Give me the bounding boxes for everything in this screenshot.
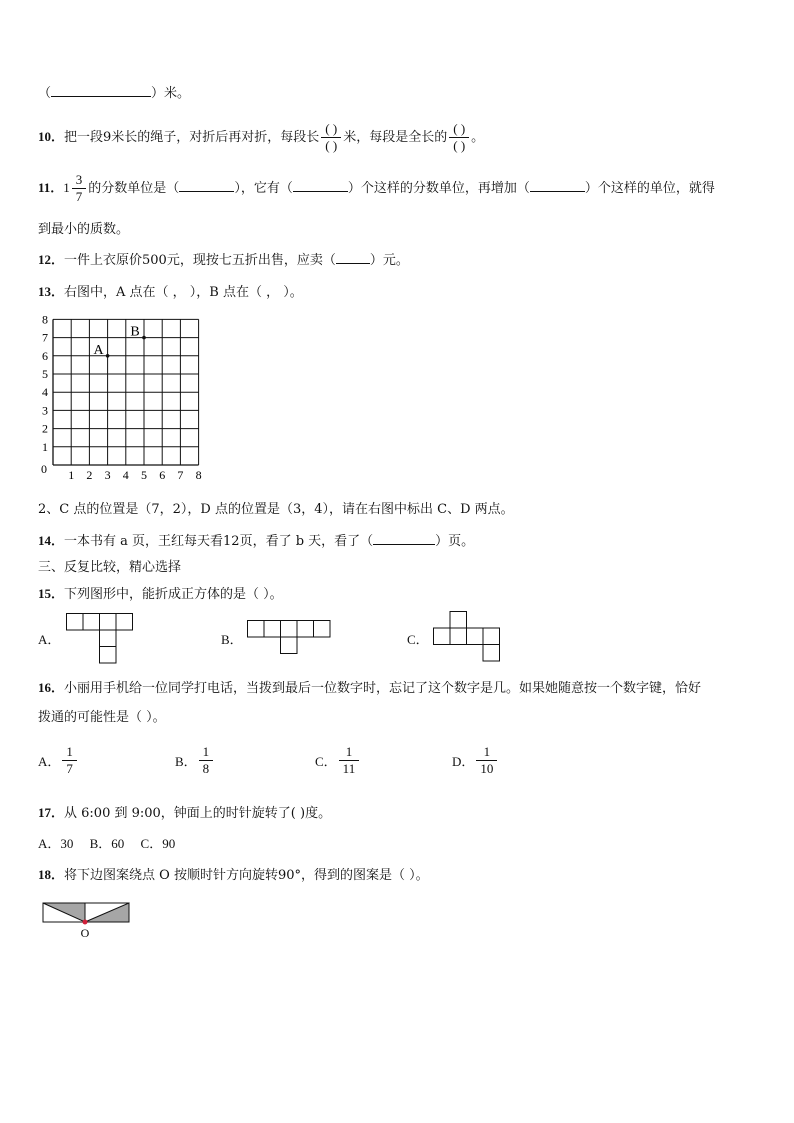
x-tick-label: 0 bbox=[41, 462, 47, 476]
question-number: 11． bbox=[38, 180, 64, 195]
fraction-denominator: 10 bbox=[480, 761, 494, 776]
x-tick-label: 1 bbox=[68, 468, 75, 482]
cube-net-b[interactable] bbox=[247, 620, 335, 656]
rotation-figure bbox=[42, 900, 132, 940]
answer-blank[interactable] bbox=[293, 179, 348, 192]
y-tick-label: 2 bbox=[42, 421, 48, 436]
option-label: A． bbox=[38, 754, 61, 769]
option-fraction bbox=[199, 744, 214, 777]
fraction-numerator: 1 bbox=[62, 744, 77, 761]
fraction-numerator: 1 bbox=[476, 744, 497, 761]
question-number: 14． bbox=[38, 533, 65, 548]
question-17: 17．从 6:00 到 9:00，钟面上的时针旋转了( )度。 bbox=[38, 805, 332, 821]
y-tick-label: 8 bbox=[42, 312, 48, 327]
mixed-number-fraction: $\frac{3}{7}$ bbox=[72, 172, 87, 205]
x-tick-label: 2 bbox=[86, 468, 93, 482]
question-number: 15． bbox=[38, 586, 65, 601]
question-16: 16．小丽用手机给一位同学打电话，当拨到最后一位数字时，忘记了这个数字是几。如果她随意按一个数字键，恰好 bbox=[38, 680, 702, 696]
answer-blank[interactable] bbox=[51, 84, 151, 97]
fraction-denominator: 7 bbox=[66, 761, 73, 776]
option-fraction bbox=[476, 744, 497, 777]
option-c[interactable] bbox=[315, 744, 361, 777]
option-fraction bbox=[62, 744, 77, 777]
point-a-marker bbox=[106, 354, 110, 358]
question-18: 18．将下边图案绕点 O 按顺时针方向旋转90°，得到的图案是（ ）。 bbox=[38, 867, 429, 883]
option-c[interactable]: C． bbox=[407, 632, 429, 647]
point-b-label: B bbox=[130, 324, 140, 340]
question-15: 15．下列图形中，能折成正方体的是（ ）。 bbox=[38, 586, 283, 602]
q9-answer-line: （ ）米。 bbox=[38, 86, 191, 101]
answer-blank[interactable] bbox=[179, 179, 234, 192]
question-number: 17． bbox=[38, 805, 65, 820]
x-tick-label: 5 bbox=[141, 468, 147, 482]
question-13: 13．右图中，A 点在（ ， ），B 点在（ ， ）。 bbox=[38, 284, 303, 300]
question-17-options[interactable]: A．30 B．60 C．90 bbox=[38, 836, 176, 851]
question-number: 13． bbox=[38, 284, 65, 299]
shaded-triangle-right bbox=[85, 903, 129, 922]
fraction-numerator: 1 bbox=[339, 744, 360, 761]
x-tick-label: 3 bbox=[104, 468, 111, 482]
mixed-number-whole: 1 bbox=[63, 180, 70, 195]
answer-blank[interactable] bbox=[530, 179, 585, 192]
y-tick-label: 1 bbox=[42, 439, 48, 454]
option-b[interactable] bbox=[175, 744, 215, 777]
option-fraction bbox=[339, 744, 360, 777]
option-a[interactable]: A． bbox=[38, 632, 61, 647]
question-12: 12．一件上衣原价500元，现按七五折出售，应卖（ ）元。 bbox=[38, 252, 409, 268]
question-number: 16． bbox=[38, 680, 65, 695]
fraction-denominator: 11 bbox=[342, 761, 356, 776]
shaded-triangle-left bbox=[43, 903, 85, 922]
option-b[interactable]: B． bbox=[221, 632, 243, 647]
point-o-label: O bbox=[80, 926, 90, 940]
question-11: 11．1 $\frac{3}{7}$ 的分数单位是（ ），它有（ ）个这样的分数单位，再增加（ ）个这样的单位，就得 bbox=[38, 172, 715, 204]
cube-net-c[interactable] bbox=[433, 611, 505, 663]
question-number: 18． bbox=[38, 867, 65, 882]
question-number: 12． bbox=[38, 252, 65, 267]
option-label: C． bbox=[315, 754, 337, 769]
fraction-numerator: 1 bbox=[199, 744, 214, 761]
point-a-label: A bbox=[93, 342, 104, 358]
y-tick-label: 7 bbox=[42, 330, 48, 345]
x-tick-label: 6 bbox=[159, 468, 166, 482]
question-14: 14．一本书有 a 页，王红每天看12页，看了 b 天，看了（ ）页。 bbox=[38, 533, 475, 549]
y-tick-label: 4 bbox=[42, 385, 48, 400]
answer-fraction[interactable]: $\frac{( )}{( )}$ bbox=[321, 121, 341, 154]
x-tick-label: 8 bbox=[195, 468, 202, 482]
option-label: B． bbox=[175, 754, 197, 769]
answer-blank[interactable] bbox=[336, 251, 370, 264]
y-tick-label: 3 bbox=[42, 403, 48, 418]
cube-net-a[interactable] bbox=[66, 613, 136, 665]
section-heading: 三、反复比较，精心选择 bbox=[38, 560, 182, 575]
option-d[interactable] bbox=[452, 744, 499, 777]
y-tick-label: 5 bbox=[42, 367, 48, 381]
question-11-line2: 到最小的质数。 bbox=[38, 222, 130, 237]
answer-fraction[interactable]: $\frac{( )}{( )}$ bbox=[449, 121, 469, 154]
fraction-denominator: 8 bbox=[202, 761, 210, 776]
question-16-line2: 拨通的可能性是（ ）。 bbox=[38, 710, 166, 725]
question-10: 10．把一段9米长的绳子，对折后再对折，每段长 $\frac{( )}{( )}$ 米，每段是全长的 $\frac{( )}{( )}$ 。 bbox=[38, 121, 485, 153]
question-number: 10． bbox=[38, 129, 65, 144]
x-tick-label: 4 bbox=[122, 468, 129, 482]
option-a[interactable] bbox=[38, 744, 79, 777]
x-tick-label: 7 bbox=[177, 468, 184, 482]
answer-blank[interactable] bbox=[373, 532, 435, 545]
coordinate-grid bbox=[36, 312, 211, 484]
grid-lines bbox=[53, 319, 199, 465]
y-tick-label: 6 bbox=[42, 348, 48, 363]
question-13-part-2: 2、C 点的位置是（7，2），D 点的位置是（3，4），请在右图中标出 C、D 两点。 bbox=[38, 502, 514, 517]
point-b-marker bbox=[142, 336, 146, 340]
grid-points bbox=[94, 325, 146, 358]
option-label: D． bbox=[452, 754, 475, 769]
rotation-point bbox=[83, 920, 88, 925]
